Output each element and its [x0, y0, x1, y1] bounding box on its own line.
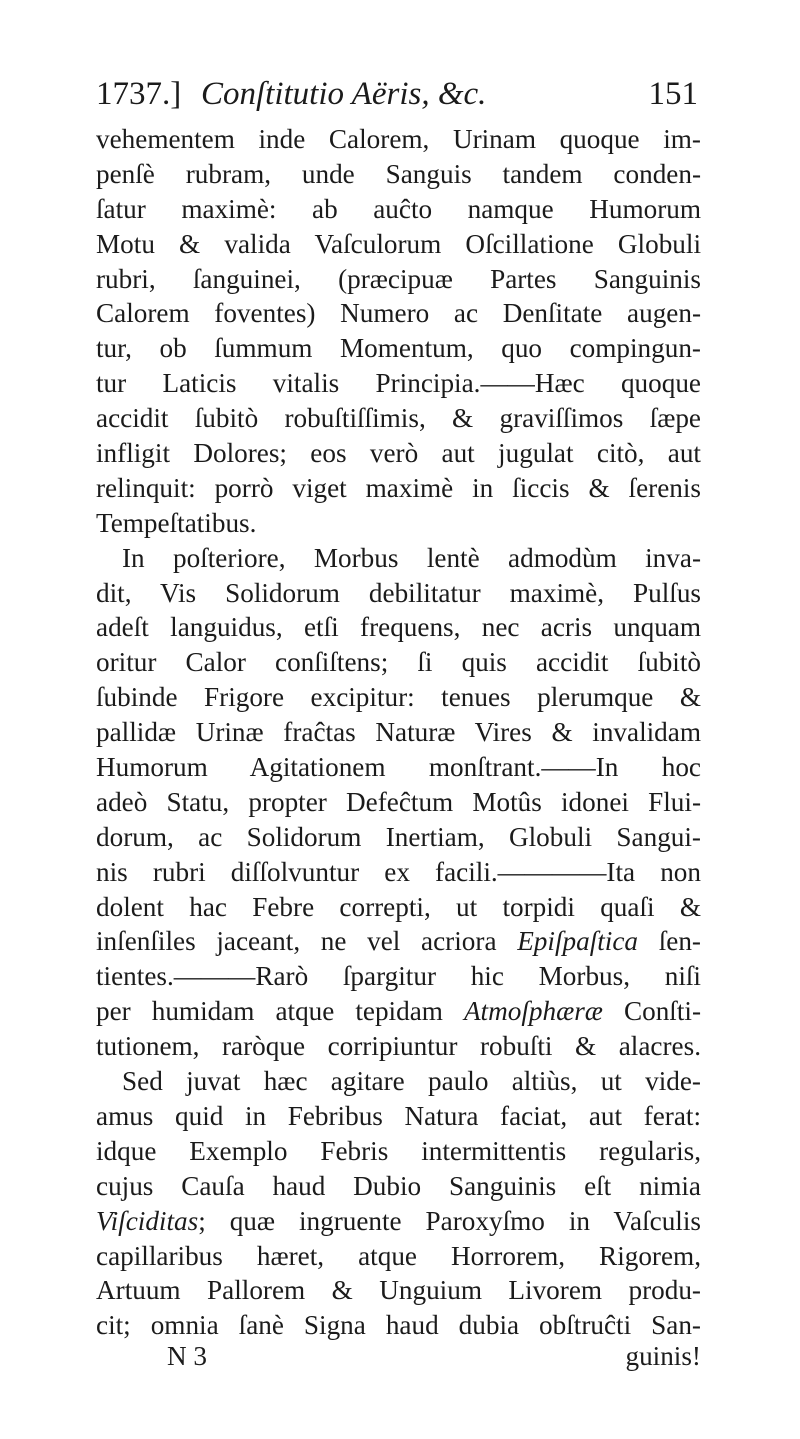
text-line: capillaribus hæret, atque Horrorem, Rigorem,: [96, 1240, 701, 1271]
text-line: dorum, ac Solidorum Inertiam, Globuli Sangui-: [96, 821, 701, 852]
header-title: Conſtitutio Aëris, &c.: [201, 76, 487, 112]
text-line: tutionem, raròque corripiuntur robuſti & alacres.: [96, 1031, 701, 1062]
text-line: Tempeſtatibus.: [96, 507, 257, 538]
running-header: [96, 76, 698, 116]
italic-term: Epiſpaſtica: [517, 926, 639, 957]
body-text: [96, 122, 701, 1343]
text-line: dolent hac Febre correpti, ut torpidi quaſi &: [96, 891, 701, 922]
text-line: ſubinde Frigore excipitur: tenues plerumque &: [96, 682, 701, 713]
text-line: accidit ſubitò robuſtiſſimis, & graviſſimos ſæpe: [96, 403, 701, 434]
text-line: adeſt languidus, etſi frequens, nec acris unquam: [96, 612, 701, 643]
text-line: cit; omnia ſanè Signa haud dubia obſtruĉti San-: [96, 1310, 701, 1341]
text-line: idque Exemplo Febris intermittentis regularis,: [96, 1135, 701, 1166]
text-line: Calorem foventes) Numero ac Denſitate augen-: [96, 298, 701, 329]
page-number: 151: [648, 76, 698, 112]
text-line: amus quid in Febribus Natura faciat, aut ferat:: [96, 1100, 701, 1131]
page-footer: [96, 1341, 701, 1377]
text-line: Humorum Agitationem monſtrant.——In hoc: [96, 752, 701, 783]
text-line: tur Laticis vitalis Principia.——Hæc quoque: [96, 368, 701, 399]
text-line: Artuum Pallorem & Unguium Livorem produ-: [96, 1275, 701, 1306]
text-line: infligit Dolores; eos verò aut jugulat citò, aut: [96, 438, 701, 469]
text-segment: inſenſiles jaceant, ne vel acriora: [96, 926, 497, 957]
text-line: nis rubri diſſolvuntur ex facili.————Ita non: [96, 856, 701, 887]
text-line: cujus Cauſa haud Dubio Sanguinis eſt nimia: [96, 1170, 701, 1201]
text-line: In poſteriore, Morbus lentè admodùm inva-: [122, 542, 701, 573]
text-line: rubri, ſanguinei, (præcipuæ Partes Sanguinis: [96, 263, 701, 294]
text-line: adeò Statu, propter Defeĉtum Motûs idonei Flui-: [96, 786, 701, 817]
text-line: Motu & valida Vaſculorum Oſcillatione Globuli: [96, 228, 701, 259]
text-segment: Conſti-: [623, 996, 702, 1027]
catchword: guinis!: [625, 1341, 701, 1371]
italic-term: Viſciditas: [96, 1205, 199, 1236]
text-line: dit, Vis Solidorum debilitatur maximè, Pulſus: [96, 577, 701, 608]
italic-term: Atmoſphæræ: [463, 996, 603, 1027]
text-line: [96, 994, 701, 1029]
text-segment: ſen-: [658, 926, 701, 957]
text-line: relinquit: porrò viget maximè in ſiccis & ſerenis: [96, 472, 701, 503]
signature-mark: N 3: [167, 1341, 208, 1371]
header-year: 1737.]: [96, 76, 182, 112]
text-line: ſatur maximè: ab auĉto namque Humorum: [96, 193, 701, 224]
text-line: vehementem inde Calorem, Urinam quoque im-: [96, 124, 701, 154]
text-line: tur, ob ſummum Momentum, quo compingun-: [96, 333, 701, 364]
text-line: Sed juvat hæc agitare paulo altiùs, ut vide-: [122, 1066, 701, 1097]
text-line: oritur Calor conſiſtens; ſi quis accidit ſubitò: [96, 647, 701, 678]
text-segment: per humidam atque tepidam: [96, 996, 443, 1027]
text-line: [96, 924, 701, 959]
text-segment: ; quæ ingruente Paroxyſmo in Vaſculis: [198, 1205, 701, 1236]
text-line: pallidæ Urinæ fraĉtas Naturæ Vires & invalidam: [96, 717, 701, 748]
text-line: penſè rubram, unde Sanguis tandem conden-: [96, 158, 701, 189]
text-line: [96, 1204, 701, 1239]
text-line: tientes.———Rarò ſpargitur hic Morbus, niſi: [96, 961, 701, 992]
